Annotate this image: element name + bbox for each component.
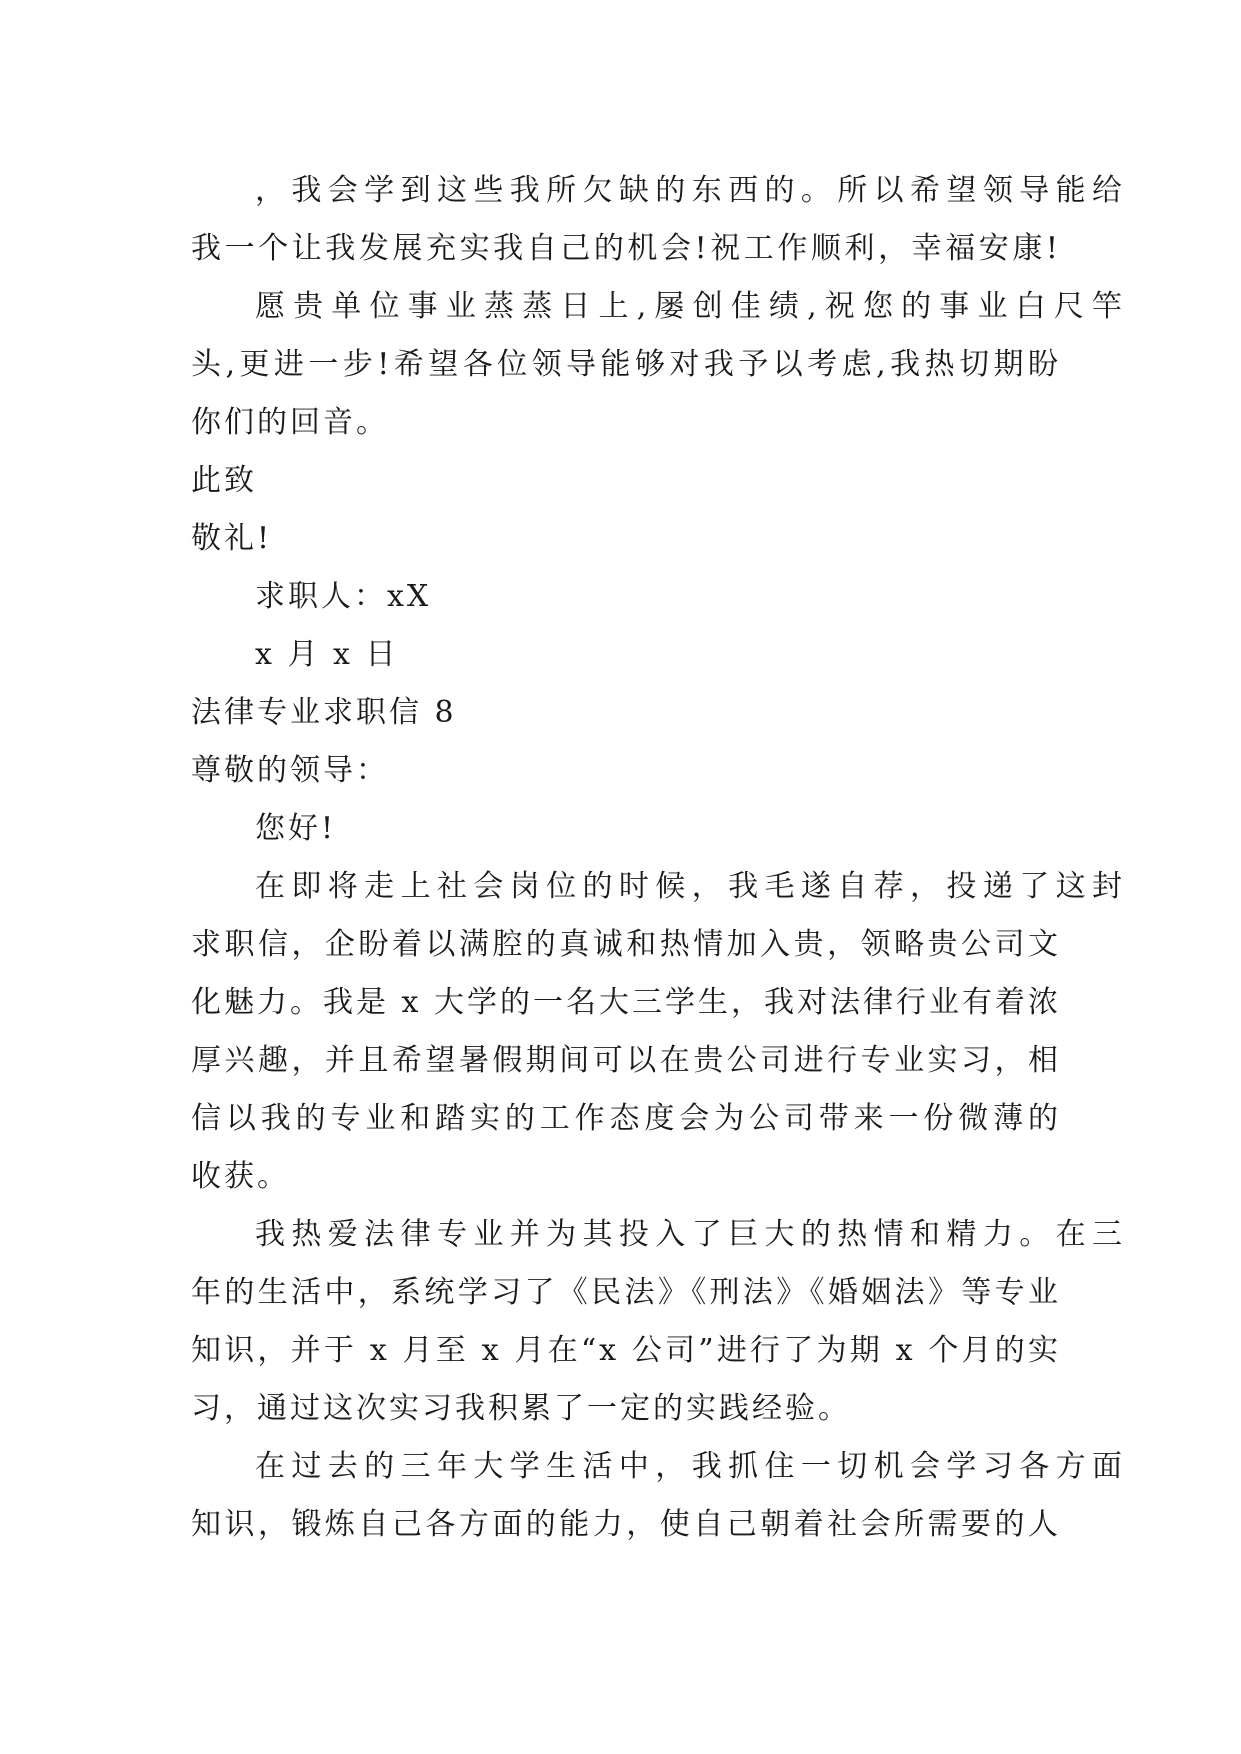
applicant-signature: 求职人：xX (255, 579, 432, 614)
text-line: 收获。 (191, 1159, 290, 1194)
text-line: 化魅力。我是 x 大学的一名大三学生，我对法律行业有着浓 (191, 985, 1061, 1020)
text-line: 知识，锻炼自己各方面的能力，使自己朝着社会所需要的人 (191, 1507, 1061, 1542)
text-line: 知识，并于 x 月至 x 月在“x 公司”进行了为期 x 个月的实 (191, 1333, 1061, 1368)
text-line: 在过去的三年大学生活中，我抓住一切机会学习各方面 (255, 1449, 1125, 1484)
text-line: 在即将走上社会岗位的时候，我毛遂自荐，投递了这封 (255, 869, 1125, 904)
text-line: 习，通过这次实习我积累了一定的实践经验。 (191, 1391, 851, 1426)
closing-salutation: 敬礼! (191, 521, 273, 556)
document-body (191, 162, 1125, 1554)
text-line: ，我会学到这些我所欠缺的东西的。所以希望领导能给 (255, 173, 1125, 208)
text-line: 头,更进一步!希望各位领导能够对我予以考虑,我热切期盼 (191, 347, 1061, 382)
salutation: 尊敬的领导： (191, 753, 389, 788)
text-line: 愿贵单位事业蒸蒸日上,屡创佳绩,祝您的事业白尺竿 (255, 289, 1125, 324)
text-line: 你们的回音。 (191, 405, 389, 440)
section-title: 法律专业求职信 8 (191, 695, 457, 730)
text-line: 信以我的专业和踏实的工作态度会为公司带来一份微薄的 (191, 1101, 1061, 1136)
signature-date: x 月 x 日 (255, 637, 399, 672)
text-line: 我热爱法律专业并为其投入了巨大的热情和精力。在三 (255, 1217, 1125, 1252)
text-line: 我一个让我发展充实我自己的机会!祝工作顺利，幸福安康! (191, 231, 1061, 266)
text-line: 求职信，企盼着以满腔的真诚和热情加入贵，领略贵公司文 (191, 927, 1061, 962)
greeting: 您好! (255, 811, 337, 846)
text-line: 厚兴趣，并且希望暑假期间可以在贵公司进行专业实习，相 (191, 1043, 1061, 1078)
closing-phrase: 此致 (191, 463, 257, 498)
text-line: 年的生活中，系统学习了《民法》《刑法》《婚姻法》等专业 (191, 1275, 1061, 1310)
